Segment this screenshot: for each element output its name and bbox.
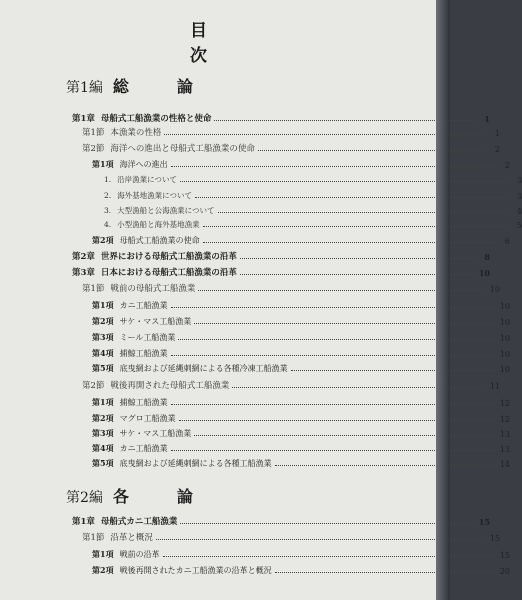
toc-entry-label (92, 316, 191, 327)
toc-entry-number: 第2項 (92, 235, 114, 245)
toc-entry-number: 3. (104, 206, 112, 215)
toc-entry-text: 戦前の母船式工船漁業 (110, 284, 196, 294)
toc-entry-page: 10 (499, 350, 510, 359)
toc-entry-label (104, 174, 177, 185)
toc-entry-number: 第1項 (92, 300, 114, 310)
toc-entry-label (92, 428, 191, 439)
toc-entry-label (104, 219, 200, 230)
toc-entry-label (92, 458, 272, 469)
toc-entry-label (92, 397, 168, 408)
dot-leader (180, 523, 473, 524)
part-number: 第1編 (66, 80, 103, 96)
toc-entry-page: 10 (499, 334, 510, 343)
toc-entry-label (72, 266, 237, 278)
toc-entry-page: 11 (489, 382, 500, 391)
toc-entry (0, 455, 510, 469)
toc-entry-number: 第2節 (82, 144, 105, 154)
toc-entry-page: 13 (499, 445, 510, 454)
toc-entry-page: 10 (499, 318, 510, 327)
toc-entry (0, 313, 510, 327)
toc-entry (0, 329, 510, 343)
toc-entry-page: 3 (516, 192, 522, 201)
toc-entry-text: 大型漁船と公海漁業について (117, 206, 215, 215)
toc-entry-page: 13 (499, 430, 510, 439)
toc-entry-text: 世界における母船式工船漁業の沿革 (100, 252, 237, 262)
toc-entry-text: 母船式工船漁業の使命 (119, 236, 200, 245)
toc-entry-text: 戦後再開されたカニ工船漁業の沿革と概況 (119, 566, 272, 575)
toc-entry-text: 沿革と概況 (110, 533, 153, 543)
toc-entry-label (92, 348, 168, 359)
part-heading-1 (66, 74, 209, 97)
toc-entry-text: 本漁業の性格 (110, 128, 162, 138)
toc-entry (0, 156, 510, 170)
toc-entry-number: 1. (104, 175, 112, 184)
toc-entry (0, 232, 510, 246)
toc-entry (0, 377, 500, 391)
toc-entry-number: 第2節 (82, 381, 105, 391)
toc-entry-label (72, 112, 211, 124)
page-title: 目 次 (190, 21, 280, 66)
toc-entry-text: 母船式工船漁業の性格と使命 (100, 114, 212, 124)
toc-entry-text: サケ・マス工船漁業 (119, 317, 192, 326)
toc-entry (0, 264, 490, 278)
toc-entry-page: 12 (499, 399, 510, 408)
toc-entry-number: 第1節 (82, 128, 105, 138)
toc-entry-label (72, 250, 237, 262)
toc-entry-page: 6 (504, 237, 510, 246)
toc-entry-page: 20 (499, 567, 510, 576)
dot-leader (218, 212, 505, 213)
toc-entry-number: 2. (104, 191, 112, 200)
part-number: 第2編 (66, 490, 103, 506)
toc-entry-number: 第2章 (72, 252, 95, 262)
toc-entry-number: 第3章 (72, 268, 95, 278)
toc-entry-number: 第1節 (82, 533, 105, 543)
toc-entry-number: 第3項 (92, 428, 114, 438)
part-name: 各 論 (112, 487, 209, 506)
book-binding (436, 0, 450, 600)
toc-entry-number: 第3項 (92, 332, 114, 342)
toc-entry (0, 546, 510, 560)
toc-entry-page: 15 (489, 534, 500, 543)
toc-entry-label (92, 549, 160, 560)
part-name: 総 論 (112, 77, 209, 96)
toc-entry-label (82, 379, 229, 391)
toc-entry-number: 第1項 (92, 549, 114, 559)
dot-leader (275, 572, 493, 573)
dot-leader (180, 181, 505, 182)
toc-entry (0, 297, 510, 311)
toc-entry-text: 捕鯨工船漁業 (119, 349, 168, 358)
toc-entry-text: 小型漁船と海外基地漁業 (117, 220, 200, 229)
toc-entry-text: カニ工船漁業 (119, 301, 168, 310)
toc-entry-text: 戦前の沿革 (119, 550, 160, 559)
toc-entry (0, 110, 490, 124)
toc-entry-text: 捕鯨工船漁業 (119, 398, 168, 407)
toc-entry-label (92, 300, 168, 311)
toc-entry (0, 124, 500, 138)
toc-entry-text: 底曳網および延縄刺網による各種冷凍工船漁業 (119, 364, 288, 373)
toc-entry-label (92, 565, 272, 576)
toc-entry-number: 第1項 (92, 159, 114, 169)
toc-entry (0, 440, 510, 454)
toc-entry-label (92, 443, 168, 454)
toc-entry-number: 第4項 (92, 348, 114, 358)
toc-entry-number: 第1章 (72, 517, 95, 527)
toc-entry-page: 8 (484, 252, 490, 262)
toc-entry-text: 沿岸漁業について (117, 175, 178, 184)
toc-entry (0, 280, 500, 294)
toc-entry-page: 1 (494, 129, 500, 138)
toc-entry-page: 12 (499, 415, 510, 424)
toc-entry-number: 第1章 (72, 114, 95, 124)
toc-entry-text: 底曳網および延縄刺網による各種工船漁業 (119, 459, 272, 468)
toc-entry-number: 第1項 (92, 397, 114, 407)
toc-entry (0, 394, 510, 408)
toc-entry (0, 345, 510, 359)
toc-entry-number: 第4項 (92, 443, 114, 453)
dot-leader (291, 370, 493, 371)
toc-entry-text: 海洋への進出と母船式工船漁業の使命 (110, 144, 255, 154)
toc-entry-number: 4. (104, 220, 112, 229)
toc-entry-page: 10 (499, 302, 510, 311)
part-heading-2 (66, 484, 209, 507)
toc-entry (0, 248, 490, 262)
toc-entry-text: カニ工船漁業 (119, 444, 168, 453)
toc-entry-label (92, 413, 176, 424)
toc-entry-page: 3 (516, 176, 522, 185)
toc-entry-page: 10 (489, 285, 500, 294)
toc-entry-page: 10 (499, 365, 510, 374)
toc-entry-page: 15 (499, 551, 510, 560)
toc-entry-page: 10 (478, 268, 490, 278)
toc-entry-text: 海洋への進出 (119, 160, 168, 169)
toc-entry-label (82, 126, 161, 138)
toc-entry-label (92, 363, 288, 374)
toc-entry-text: ミール工船漁業 (119, 333, 176, 342)
toc-entry-text: マグロ工船漁業 (119, 414, 176, 423)
toc-entry-number: 第2項 (92, 413, 114, 423)
toc-entry (0, 562, 510, 576)
toc-entry-label (82, 142, 255, 154)
dot-leader (214, 120, 473, 121)
dot-leader (203, 226, 505, 227)
toc-entry-label (104, 190, 192, 201)
toc-entry-number: 第2項 (92, 565, 114, 575)
toc-entry-label (104, 205, 215, 216)
toc-entry-number: 第2項 (92, 316, 114, 326)
toc-entry-label (82, 531, 153, 543)
toc-entry-page: 4 (516, 207, 522, 216)
toc-entry (0, 529, 500, 543)
toc-entry-label (72, 515, 177, 527)
toc-entry-label (92, 235, 200, 246)
toc-entry-page: 2 (504, 161, 510, 170)
toc-entry-text: 日本における母船式工船漁業の沿革 (100, 268, 237, 278)
toc-entry (0, 513, 490, 527)
toc-entry-page: 1 (484, 114, 490, 124)
dot-leader (275, 465, 493, 466)
toc-entry-text: 海外基地漁業について (117, 191, 193, 200)
toc-entry-number: 第5項 (92, 363, 114, 373)
toc-entry-page: 14 (499, 460, 510, 469)
toc-entry-number: 第1節 (82, 284, 105, 294)
toc-entry (0, 410, 510, 424)
toc-entry-page: 2 (494, 145, 500, 154)
dot-leader (156, 539, 483, 540)
toc-entry-label (82, 282, 195, 294)
toc-entry-label (92, 332, 175, 343)
toc-entry-text: 母船式カニ工船漁業 (100, 517, 178, 527)
toc-entry-text: 戦後再開された母船式工船漁業 (110, 381, 230, 391)
toc-entry-text: サケ・マス工船漁業 (119, 429, 192, 438)
toc-entry-page: 15 (478, 517, 490, 527)
toc-entry-page: 5 (516, 221, 522, 230)
toc-entry (0, 360, 510, 374)
toc-entry (0, 140, 500, 154)
toc-entry-label (92, 159, 168, 170)
toc-entry-number: 第5項 (92, 458, 114, 468)
dot-leader (195, 197, 505, 198)
toc-entry (0, 425, 510, 439)
